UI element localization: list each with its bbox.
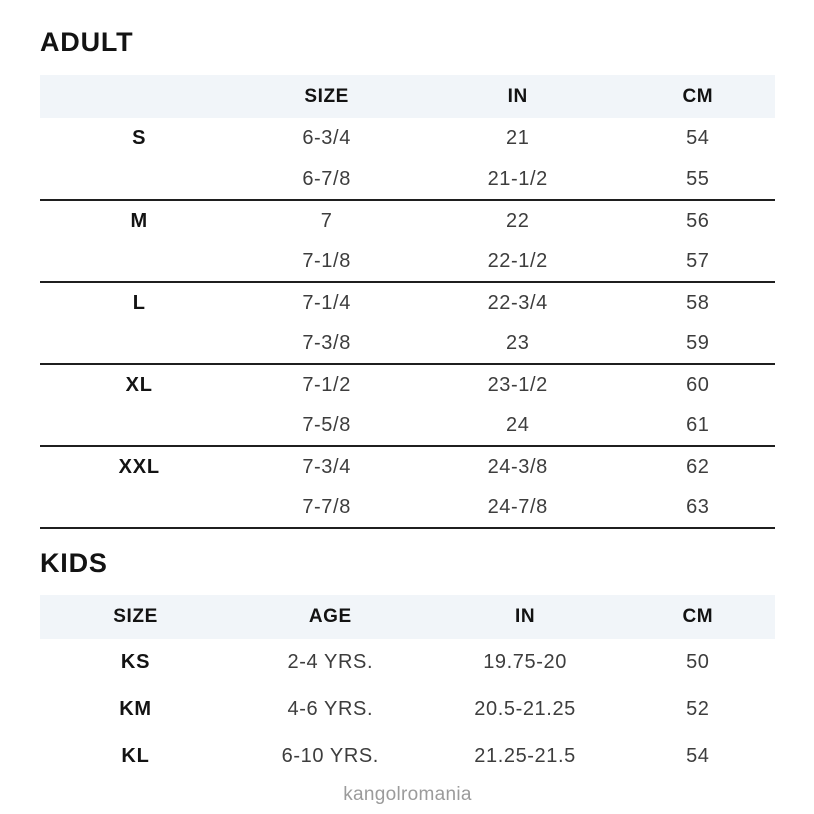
size-cell: 7-3/4	[302, 455, 351, 478]
table-row	[40, 686, 775, 733]
cm-cell: 54	[686, 745, 710, 767]
cm-cell: 55	[686, 167, 710, 190]
in-cell: 21	[506, 127, 530, 149]
in-cell: 19.75-20	[483, 651, 567, 673]
age-cell: 2-4 YRS.	[287, 651, 374, 673]
size-cell: 7-1/8	[302, 249, 351, 272]
kids-table-header	[40, 595, 775, 639]
size-label-cell	[40, 405, 238, 446]
in-cell: 21.25-21.5	[474, 745, 576, 767]
size-cell: 7-3/8	[302, 331, 351, 354]
size-label-cell	[40, 159, 238, 200]
size-label-cell: XL	[125, 373, 153, 396]
size-group-s	[40, 118, 775, 200]
column-header-cm: CM	[682, 606, 714, 627]
adult-size-table	[40, 75, 775, 529]
in-cell: 23	[506, 331, 530, 354]
table-row	[40, 733, 775, 780]
adult-table-header	[40, 75, 775, 118]
cm-cell: 57	[686, 249, 710, 272]
table-row	[40, 118, 775, 159]
column-header-size: SIZE	[304, 85, 349, 107]
table-row	[40, 323, 775, 364]
size-label-cell: L	[132, 291, 146, 314]
header-row	[40, 595, 775, 639]
in-cell: 22-3/4	[487, 291, 548, 314]
table-row	[40, 405, 775, 446]
size-label-cell: S	[132, 127, 147, 149]
size-group-xl	[40, 364, 775, 446]
cm-cell: 60	[686, 373, 710, 396]
size-group-l	[40, 282, 775, 364]
brand-watermark: kangolromania	[343, 784, 472, 805]
size-cell: 6-3/4	[302, 127, 351, 149]
table-row	[40, 487, 775, 528]
table-row	[40, 200, 775, 241]
in-cell: 22	[506, 209, 530, 232]
table-row	[40, 446, 775, 487]
size-group-xxl	[40, 446, 775, 528]
in-cell: 24	[506, 413, 530, 436]
table-row	[40, 364, 775, 405]
in-cell: 23-1/2	[487, 373, 548, 396]
column-header-size: SIZE	[113, 606, 158, 627]
kids-section-heading: KIDS	[40, 548, 108, 578]
size-label-cell	[40, 323, 238, 364]
cm-cell: 62	[686, 455, 710, 478]
kids-size-table	[40, 595, 775, 780]
column-header-cm: CM	[682, 85, 714, 107]
in-cell: 22-1/2	[487, 249, 548, 272]
cm-cell: 61	[686, 413, 710, 436]
size-cell: 7	[320, 209, 333, 232]
cm-cell: 63	[686, 495, 710, 518]
in-cell: 24-3/8	[487, 455, 548, 478]
age-cell: 6-10 YRS.	[281, 745, 379, 767]
cm-cell: 52	[686, 698, 710, 720]
size-cell: 7-1/4	[302, 291, 351, 314]
size-label-cell: M	[130, 209, 148, 232]
size-cell: 7-1/2	[302, 373, 351, 396]
adult-section-heading: ADULT	[40, 27, 134, 57]
header-row	[40, 75, 775, 118]
size-label-cell: XXL	[118, 455, 160, 478]
cm-cell: 59	[686, 331, 710, 354]
column-header-age: AGE	[308, 606, 352, 627]
table-row	[40, 241, 775, 282]
size-label-cell: KS	[120, 651, 151, 673]
column-header-in: IN	[514, 606, 536, 627]
size-label-cell: KL	[121, 745, 150, 767]
cm-cell: 54	[686, 127, 710, 149]
age-cell: 4-6 YRS.	[287, 698, 374, 720]
column-header-blank	[40, 75, 238, 118]
kids-table-body	[40, 639, 775, 780]
size-cell: 6-7/8	[302, 167, 351, 190]
in-cell: 20.5-21.25	[474, 698, 576, 720]
size-cell: 7-7/8	[302, 495, 351, 518]
column-header-in: IN	[507, 85, 528, 107]
table-row	[40, 639, 775, 686]
table-row	[40, 159, 775, 200]
cm-cell: 58	[686, 291, 710, 314]
size-cell: 7-5/8	[302, 413, 351, 436]
size-label-cell: KM	[119, 698, 152, 720]
table-row	[40, 282, 775, 323]
in-cell: 21-1/2	[487, 167, 548, 190]
cm-cell: 50	[686, 651, 710, 673]
size-group-m	[40, 200, 775, 282]
size-label-cell	[40, 487, 238, 528]
cm-cell: 56	[686, 209, 710, 232]
in-cell: 24-7/8	[487, 495, 548, 518]
size-label-cell	[40, 241, 238, 282]
